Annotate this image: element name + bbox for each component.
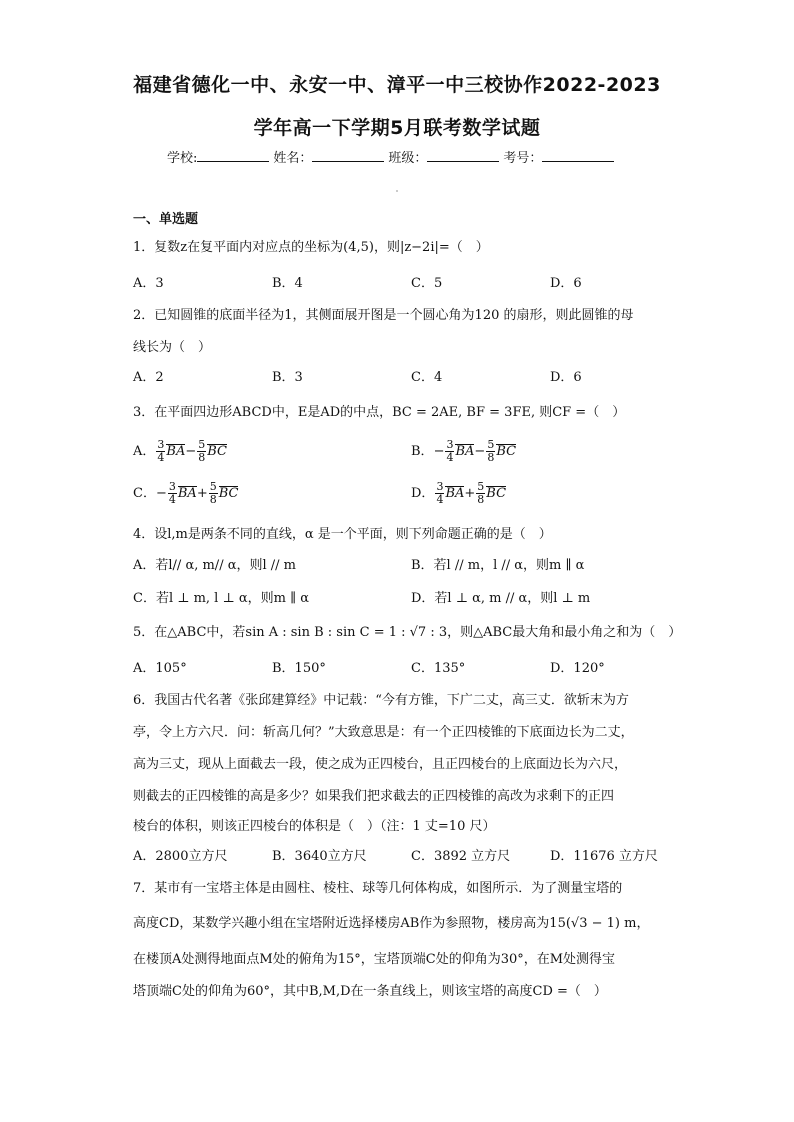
q2-option-a: A．2 bbox=[133, 370, 164, 385]
student-info-row bbox=[167, 147, 618, 166]
q3-c-op: + bbox=[196, 486, 208, 501]
q3-a-frac-1: $\frac{3}{4}$ bbox=[157, 438, 165, 464]
title-line-1: 福建省德化一中、永安一中、漳平一中三校协作2022-2023 bbox=[133, 74, 661, 96]
q5-option-d: D．120° bbox=[550, 661, 605, 676]
q3-d-vec-1: BA bbox=[445, 486, 465, 501]
q3-b-frac-2: $\frac{5}{8}$ bbox=[487, 438, 495, 464]
q7-line-4: 塔顶端C处的仰角为60°，其中B,M,D在一条直线上，则该宝塔的高度CD =（ ） bbox=[133, 984, 607, 999]
exam-no-label: 考号： bbox=[503, 151, 543, 166]
q6-line-1: 6．我国古代名著《张邱建算经》中记载：“今有方锥，下广二丈，高三丈．欲斩末为方 bbox=[133, 693, 629, 708]
q1-option-b: B．4 bbox=[272, 276, 303, 291]
q3-c-frac-1: $\frac{3}{4}$ bbox=[168, 480, 176, 506]
q3-b-sign: − bbox=[433, 444, 445, 459]
class-label: 班级： bbox=[388, 151, 428, 166]
q3-c-vec-2: BC bbox=[218, 486, 239, 501]
q3-a-vec-1: BA bbox=[166, 444, 186, 459]
q3-b-vec-1: BA bbox=[455, 444, 475, 459]
q2-stem-line-2: 线长为（ ） bbox=[133, 340, 212, 355]
exam-no-blank[interactable] bbox=[542, 149, 614, 162]
q3-option-b bbox=[411, 439, 516, 464]
q3-stem: 3．在平面四边形ABCD中，E是AD的中点，BC = 2AE, BF = 3FE, 则CF =（ ） bbox=[133, 405, 626, 420]
q3-d-op: + bbox=[464, 486, 476, 501]
q3-d-vec-2: BC bbox=[486, 486, 507, 501]
q3-option-d bbox=[411, 481, 506, 506]
q3-d-frac-1: $\frac{3}{4}$ bbox=[436, 480, 444, 506]
q7-line-1: 7．某市有一宝塔主体是由圆柱、棱柱、球等几何体构成，如图所示．为了测量宝塔的 bbox=[133, 881, 623, 896]
section-heading: 一、单选题 bbox=[133, 212, 199, 227]
q3-a-frac-2: $\frac{5}{8}$ bbox=[198, 438, 206, 464]
q4-stem: 4．设l,m是两条不同的直线，α 是一个平面，则下列命题正确的是（ ） bbox=[133, 527, 552, 542]
q3-a-op: − bbox=[185, 444, 197, 459]
q6-option-c: C．3892 立方尺 bbox=[411, 849, 511, 864]
q5-option-a: A．105° bbox=[133, 661, 187, 676]
q2-stem-line-1: 2．已知圆锥的底面半径为1，其侧面展开图是一个圆心角为120 的扇形，则此圆锥的母 bbox=[133, 308, 634, 323]
name-label: 姓名： bbox=[273, 151, 313, 166]
class-blank[interactable] bbox=[427, 149, 499, 162]
q6-line-3: 高为三丈，现从上面截去一段，使之成为正四棱台，且正四棱台的上底面边长为六尺， bbox=[133, 757, 628, 772]
q3-c-sign: − bbox=[155, 486, 167, 501]
q3-d-frac-2: $\frac{5}{8}$ bbox=[477, 480, 485, 506]
q6-line-5: 棱台的体积，则该正四棱台的体积是（ ）（注：1 丈=10 尺） bbox=[133, 819, 496, 834]
q3-b-frac-1: $\frac{3}{4}$ bbox=[446, 438, 454, 464]
school-label: 学校: bbox=[167, 151, 198, 166]
q7-line-2: 高度CD，某数学兴趣小组在宝塔附近选择楼房AB作为参照物，楼房高为15(√3 − 1) m， bbox=[133, 916, 650, 931]
q3-option-c bbox=[133, 481, 238, 506]
q1-stem: 1．复数z在复平面内对应点的坐标为(4,5)，则|z−2i|=（ ） bbox=[133, 240, 489, 255]
q3-a-label: A． bbox=[133, 444, 156, 459]
q5-option-c: C．135° bbox=[411, 661, 466, 676]
q3-a-vec-2: BC bbox=[207, 444, 227, 459]
q5-option-b: B．150° bbox=[272, 661, 326, 676]
q3-c-label: C． bbox=[133, 486, 156, 501]
q4-option-b: B．若l // m，l // α，则m ∥ α bbox=[411, 558, 585, 573]
title-line-2: 学年高一下学期5月联考数学试题 bbox=[253, 117, 541, 139]
q5-stem: 5．在△ABC中，若sin A : sin B : sin C = 1 : √7 : 3，则△ABC最大角和最小角之和为（ ） bbox=[133, 625, 682, 640]
q2-option-c: C．4 bbox=[411, 370, 443, 385]
q6-option-a: A．2800立方尺 bbox=[133, 849, 228, 864]
q1-option-c: C．5 bbox=[411, 276, 443, 291]
q3-c-frac-2: $\frac{5}{8}$ bbox=[209, 480, 217, 506]
q1-option-d: D．6 bbox=[550, 276, 582, 291]
q3-d-label: D． bbox=[411, 486, 435, 501]
q3-b-op: − bbox=[474, 444, 486, 459]
q6-option-b: B．3640立方尺 bbox=[272, 849, 367, 864]
q7-line-3: 在楼顶A处测得地面点M处的俯角为15°，宝塔顶端C处的仰角为30°，在M处测得宝 bbox=[133, 952, 616, 967]
decorative-dot bbox=[396, 190, 398, 192]
q2-option-d: D．6 bbox=[550, 370, 582, 385]
q6-option-d: D．11676 立方尺 bbox=[550, 849, 658, 864]
q4-option-c: C．若l ⊥ m, l ⊥ α，则m ∥ α bbox=[133, 591, 309, 606]
name-blank[interactable] bbox=[312, 149, 384, 162]
q3-option-a bbox=[133, 439, 227, 464]
q3-c-vec-1: BA bbox=[177, 486, 197, 501]
q4-option-d: D．若l ⊥ α, m // α，则l ⊥ m bbox=[411, 591, 591, 606]
q3-b-vec-2: BC bbox=[496, 444, 517, 459]
q1-option-a: A．3 bbox=[133, 276, 164, 291]
q4-option-a: A．若l// α, m// α，则l // m bbox=[133, 558, 296, 573]
school-blank[interactable] bbox=[197, 149, 269, 162]
q6-line-4: 则截去的正四棱锥的高是多少？如果我们把求截去的正四棱锥的高改为求剩下的正四 bbox=[133, 789, 615, 804]
q6-line-2: 亭，令上方六尺．问：斩高几何？”大致意思是：有一个正四棱锥的下底面边长为二丈， bbox=[133, 725, 634, 740]
q3-b-label: B． bbox=[411, 444, 434, 459]
q2-option-b: B．3 bbox=[272, 370, 303, 385]
